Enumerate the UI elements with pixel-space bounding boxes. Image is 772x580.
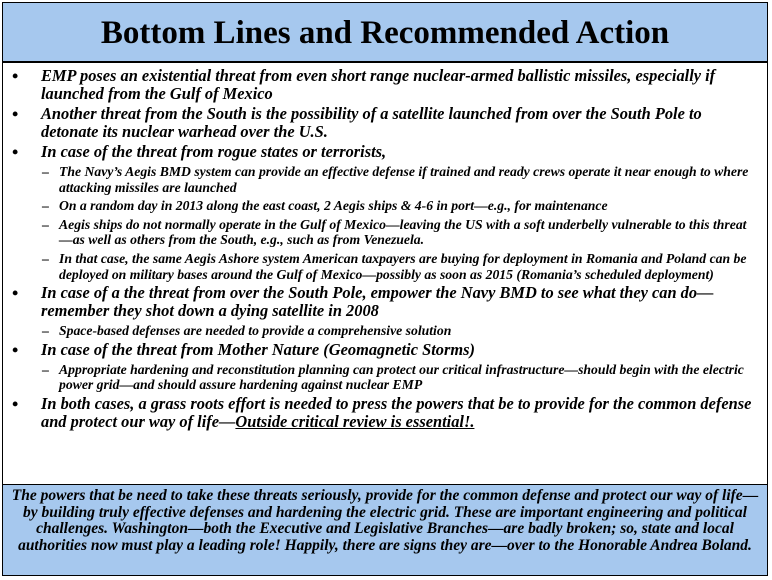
sub-bullet-gulf-of-mexico: – Aegis ships do not normally operate in the Gulf of Mexico—leaving the US with a soft underbelly vulnerable to this threat—as well as others from the South, e.g., such as from Venezuela. — [9, 217, 759, 248]
sub-bullet-aegis-bmd: – The Navy’s Aegis BMD system can provide an effective defense if trained and ready crews operate it near enough to where attacking missiles are launched — [9, 164, 759, 195]
bullet-rogue-states: • In case of the threat from rogue states or terrorists, — [9, 143, 759, 161]
bullet-mother-nature: • In case of the threat from Mother Nature (Geomagnetic Storms) — [9, 341, 759, 359]
bullet-grass-roots — [9, 395, 759, 431]
slide — [2, 2, 768, 576]
sub-bullet-random-day: – On a random day in 2013 along the east coast, 2 Aegis ships & 4-6 in port—e.g., for maintenance — [9, 198, 759, 214]
bullet-list — [9, 67, 759, 431]
bullet-navy-bmd: • In case of a the threat from over the South Pole, empower the Navy BMD to see what they can do—remember they shot down a dying satellite in 2008 — [9, 284, 759, 320]
bottom-summary-text: The powers that be need to take these threats seriously, provide for the common defense and protect our way of life—by building truly effective defenses and hardening the electric grid. These are important engineering and political challenges. Washington—both the Executive and Legislative Branches—are badly broken; so, state and local authorities now must play a leading role! Happily, there are signs they are—over to the Honorable Andrea Boland. — [11, 487, 759, 554]
bullet-south-pole-threat: • Another threat from the South is the possibility of a satellite launched from over the South Pole to detonate its nuclear warhead over the U.S. — [9, 105, 759, 141]
bullet-emp-threat: • EMP poses an existential threat from even short range nuclear-armed ballistic missiles, especially if launched from the Gulf of Mexico — [9, 67, 759, 103]
sub-bullet-aegis-ashore: – In that case, the same Aegis Ashore system American taxpayers are buying for deployment in Romania and Poland can be deployed on military bases around the Gulf of Mexico—possibly as soon as 2015 (Romania’s scheduled deployment) — [9, 251, 759, 282]
slide-title: Bottom Lines and Recommended Action — [100, 15, 670, 51]
content-area — [3, 65, 767, 484]
critical-review-emphasis: Outside critical review is essential!. — [235, 411, 475, 431]
bottom-summary-box — [3, 484, 767, 575]
sub-bullet-space-based: – Space-based defenses are needed to provide a comprehensive solution — [9, 323, 759, 339]
title-bar — [3, 3, 767, 63]
grass-roots-text: In both cases, a grass roots effort is needed to press the powers that be to provide for the common defense and protect our way of life— — [41, 393, 752, 431]
sub-bullet-hardening: – Appropriate hardening and reconstitution planning can protect our critical infrastructure—should begin with the electric power grid—and should assure hardening against nuclear EMP — [9, 362, 759, 393]
